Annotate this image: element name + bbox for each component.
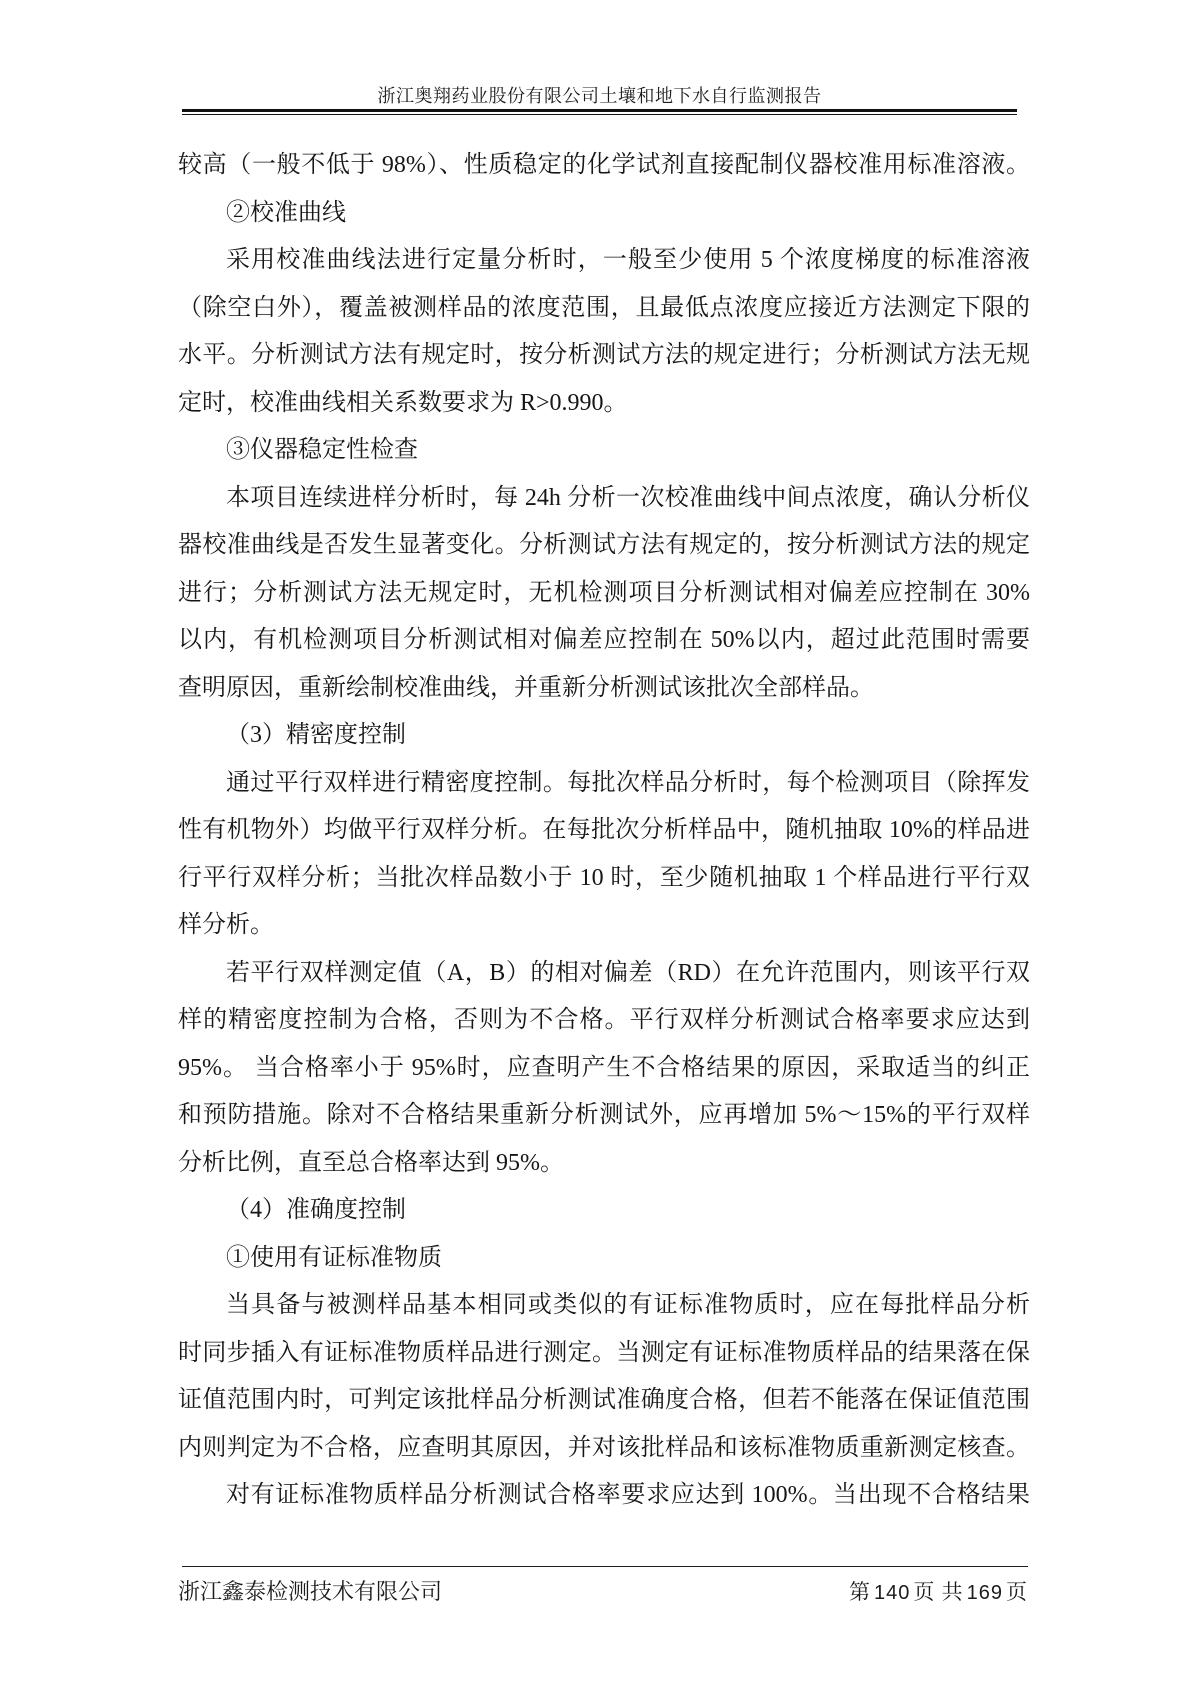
body-line: 性有机物外）均做平行双样分析。在每批次分析样品中，随机抽取 10%的样品进 <box>178 817 1030 843</box>
body-line: 若平行双样测定值（A，B）的相对偏差（RD）在允许范围内，则该平行双 <box>226 959 1030 986</box>
body-line: 和预防措施。除对不合格结果重新分析测试外，应再增加 5%～15%的平行双样 <box>178 1102 1030 1128</box>
body-line: ③仪器稳定性检查 <box>226 437 418 463</box>
body-line: （3）精密度控制 <box>226 722 406 748</box>
body-line: ①使用有证标准物质 <box>226 1244 442 1271</box>
page-number: 140 <box>874 1582 911 1604</box>
body-line: ②校准曲线 <box>226 199 346 226</box>
footer-company: 浙江鑫泰检测技术有限公司 <box>178 1579 443 1604</box>
body-line: 时同步插入有证标准物质样品进行测定。当测定有证标准物质样品的结果落在保 <box>178 1339 1030 1366</box>
body-line: 较高（一般不低于 98%）、性质稳定的化学试剂直接配制仪器校准用标准溶液。 <box>178 152 1030 178</box>
body-line: 内则判定为不合格，应查明其原因，并对该批样品和该标准物质重新测定核查。 <box>178 1434 1030 1461</box>
body-line: 对有证标准物质样品分析测试合格率要求应达到 100%。当出现不合格结果 <box>226 1482 1030 1508</box>
body-line: 样分析。 <box>178 912 274 938</box>
header-title: 浙江奥翔药业股份有限公司土壤和地下水自行监测报告 <box>377 86 822 106</box>
body-line: 采用校准曲线法进行定量分析时，一般至少使用 5 个浓度梯度的标准溶液 <box>226 247 1030 273</box>
page-label-middle: 页 共 <box>913 1580 964 1604</box>
footer-row <box>178 1575 1028 1606</box>
body-line: 通过平行双样进行精密度控制。每批次样品分析时，每个检测项目（除挥发 <box>226 769 1030 796</box>
body-line: 查明原因，重新绘制校准曲线，并重新分析测试该批次全部样品。 <box>178 674 874 701</box>
body-line: （4）准确度控制 <box>226 1197 406 1223</box>
body-line: 样的精密度控制为合格，否则为不合格。平行双样分析测试合格率要求应达到 <box>178 1007 1030 1033</box>
body-line: 定时，校准曲线相关系数要求为 R>0.990。 <box>178 389 628 416</box>
page-label-prefix: 第 <box>849 1580 871 1604</box>
body-line: 以内，有机检测项目分析测试相对偏差应控制在 50%以内，超过此范围时需要 <box>178 627 1030 653</box>
header-rule-thick <box>182 109 1017 112</box>
body-line: 进行；分析测试方法无规定时，无机检测项目分析测试相对偏差应控制在 30% <box>178 579 1030 606</box>
body-line: 95%。 当合格率小于 95%时，应查明产生不合格结果的原因，采取适当的纠正 <box>178 1054 1030 1081</box>
body-line: 当具备与被测样品基本相同或类似的有证标准物质时，应在每批样品分析 <box>226 1292 1030 1318</box>
body-line: （除空白外），覆盖被测样品的浓度范围，且最低点浓度应接近方法测定下限的 <box>178 294 1030 321</box>
document-body <box>178 142 1030 1520</box>
page-label-suffix: 页 <box>1006 1580 1028 1604</box>
footer-rule <box>182 1566 1028 1567</box>
header-rule-thin <box>182 114 1017 115</box>
footer-page-info <box>849 1576 1028 1606</box>
body-line: 分析比例，直至总合格率达到 95%。 <box>178 1149 564 1176</box>
body-line: 行平行双样分析；当批次样品数小于 10 时，至少随机抽取 1 个样品进行平行双 <box>178 864 1030 891</box>
body-line: 水平。分析测试方法有规定时，按分析测试方法的规定进行；分析测试方法无规 <box>178 342 1030 368</box>
body-line: 器校准曲线是否发生显著变化。分析测试方法有规定的，按分析测试方法的规定 <box>178 532 1030 558</box>
body-line: 本项目连续进样分析时，每 24h 分析一次校准曲线中间点浓度，确认分析仪 <box>226 484 1030 511</box>
body-line: 证值范围内时，可判定该批样品分析测试准确度合格，但若不能落在保证值范围 <box>178 1387 1030 1413</box>
total-pages: 169 <box>966 1582 1003 1604</box>
